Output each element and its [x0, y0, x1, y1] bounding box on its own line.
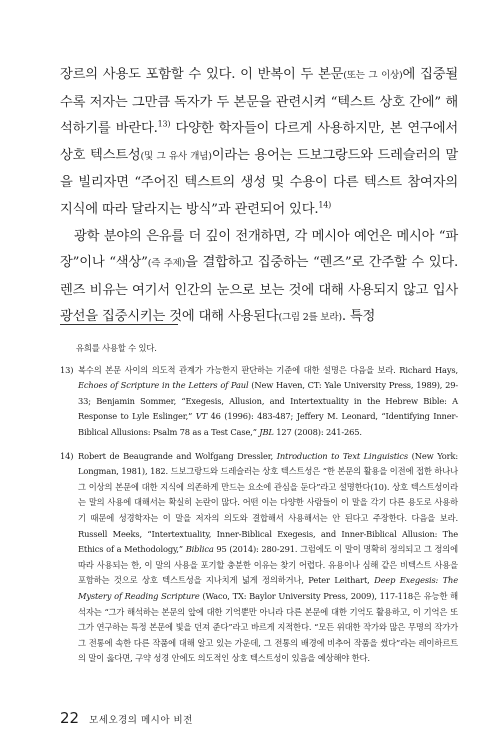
footnote-text: 복수의 본문 사이의 의도적 관계가 가능한지 판단하는 기준에 대한 설명은 다음을 보라. Richard Hays, Echoes of Scripture in the Letters of Paul (New Haven, CT: Yale University Press, 1989), 29-33; Benjamin Sommer, “Exegesis, Allusion, and Intertextuality in the Hebrew Bible: A Response to Lyle Eslinger,” VT 46 (1996): 483-487; Jeffery M. Leonard, “Identifying Inner-Biblical Allusions: Psalm 78 as a Test Case,” JBL 127 (2008): 241-265.	[78, 364, 459, 437]
paragraph-2: 광학 분야의 은유를 더 깊이 전개하면, 각 메시아 예언은 메시아 “파장”이나 “색상”(즉 주제)을 결합하고 집중하는 “렌즈”로 간주할 수 있다. 렌즈 비유는 여기서 인간의 눈으로 보는 것에 대해 사용되지 않고 입사 광선을 집중시키는 것에 대해 사용된다(그림 2를 보라). 특정	[60, 228, 459, 325]
footnote-separator	[60, 324, 178, 325]
footnote-continuation: 유희를 사용할 수 있다.	[76, 343, 157, 353]
footnotes	[60, 341, 458, 675]
footnote-ref-13[interactable]: 13)	[157, 119, 171, 129]
page-footer	[60, 709, 193, 727]
footnote-number: 14)	[60, 450, 74, 461]
running-title: 모세오경의 메시아 비전	[89, 715, 193, 726]
paragraph-1: 장르의 사용도 포함할 수 있다. 이 반복이 두 본문(또는 그 이상)에 집중될수록 저자는 그만큼 독자가 두 본문을 관련시켜 “텍스트 상호 간에” 해석하기를 바란다.$^{13)}$ 다양한 학자들이 다르게 사용하지만, 본 연구에서 상호 텍스트성(및 그 유사 개념)이라는 용어는 드보그랑드와 드레슬러의 말을 빌리자면 “주어진 텍스트의 생성 및 수용이 다른 텍스트 참여자의 지식에 따라 달라지는 방식”과 관련되어 있다.$^{14)}$	[60, 67, 459, 217]
footnote-number: 13)	[60, 364, 74, 375]
main-text	[60, 62, 458, 332]
footnote-14	[60, 449, 458, 667]
footnote-13	[60, 363, 458, 441]
footnote-text: Robert de Beaugrande and Wolfgang Dressler, Introduction to Text Linguistics (New York: Longman, 1981), 182. 드보그랑드와 드레슬러는 상호 텍스트성은 “한 본문의 활용을 이전에 접한 하나나 그 이상의 본문에 대한 지식에 의존하게 만드는 요소에 관심을 둔다”라고 설명한다(10). 상호 텍스트성이라는 말의 사용에 대해서는 확실히 논란이 많다. 어떤 이는 다양한 사람들이 이 말을 각기 다른 용도로 사용하기 때문에 성경학자는 이 말을 저자의 의도와 결합해서 사용해서는 안 된다고 주장한다. 다음을 보라. Russell Meeks, “Intertextuality, Inner-Biblical Exegesis, and Inner-Biblical Allusion: The Ethics of a Methodology,” Biblica 95 (2014): 280-291. 그럼에도 이 말이 명확히 정의되고 그 정의에 따라 사용되는 한, 이 말의 사용을 포기할 충분한 이유는 찾기 어렵다. 유용이나 심해 같은 비텍스트 사용을 포함하는 것으로 상호 텍스트성을 지나치게 넓게 정의하거나, Peter Leithart, Deep Exegesis: The Mystery of Reading Scripture (Waco, TX: Baylor University Press, 2009), 117-118은 유능한 해석자는 “그가 해석하는 본문의 앞에 대한 기억뿐만 아니라 다른 본문에 대한 기억도 활용하고, 이 기억은 또 그가 연구하는 특정 본문에 빛을 던져 준다”라고 바르게 지적한다. “모든 위대한 작가와 많은 무명의 작가가 그 전통에 속한 다른 작품에 대해 알고 있는 가운데, 그 전통의 배경에 비추어 작품을 썼다”라는 레이하르트의 말이 옳다면, 구약 성경 안에도 의도적인 상호 텍스트성이 있음을 예상해야 한다.	[78, 450, 459, 664]
page-number: 22	[60, 709, 80, 727]
footnote-ref-14[interactable]: 14)	[318, 200, 332, 210]
